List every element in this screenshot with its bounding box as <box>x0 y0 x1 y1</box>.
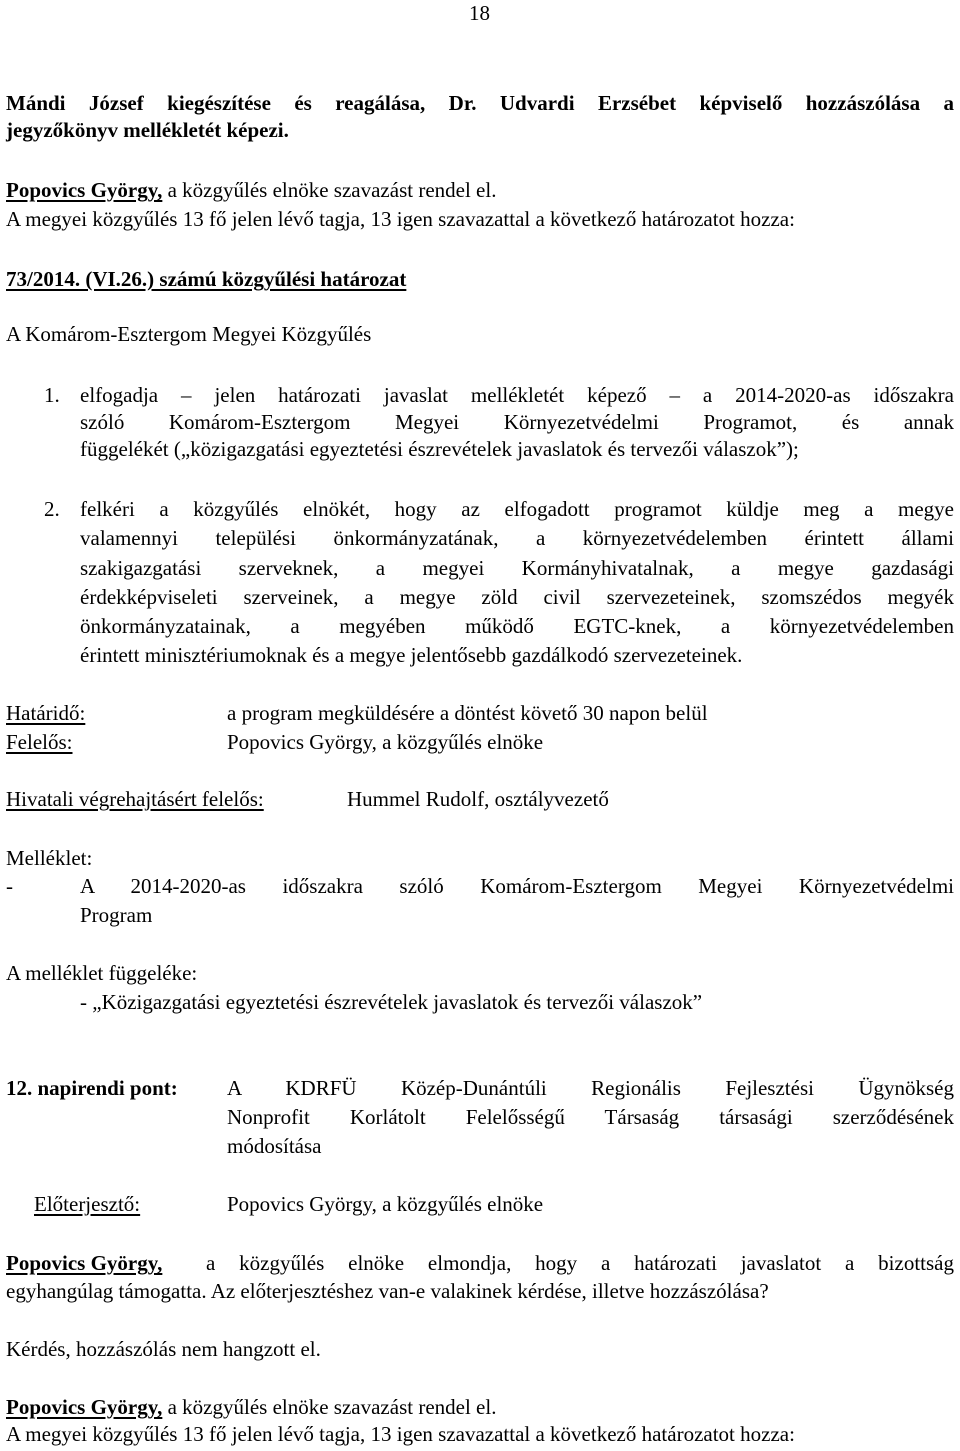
chair-name: Popovics György, <box>6 178 163 202</box>
responsible-value: Popovics György, a közgyűlés elnöke <box>227 730 544 754</box>
agenda-line-1: A KDRFÜ Közép-Dunántúli Regionális Fejlesztési Ügynökség <box>227 1076 954 1100</box>
presenter-value: Popovics György, a közgyűlés elnöke <box>227 1192 544 1216</box>
vote-announcement <box>6 177 496 204</box>
office-responsible-label: Hivatali végrehajtásért felelős: <box>6 787 264 811</box>
annex-line-2: Program <box>80 903 153 927</box>
item-2-line-2: valamennyi települési önkormányzatának, a környezetvédelemben érintett állami <box>80 526 954 550</box>
commentary-line-1: Mándi József kiegészítése és reagálása, Dr. Udvardi Erzsébet képviselő hozzászólása a <box>6 91 954 115</box>
chair-statement-line-2: egyhangúlag támogatta. Az előterjesztéshez van-e valakinek kérdése, illetve hozzászólása? <box>6 1279 769 1303</box>
item-2-line-4: érdekképviseleti szerveinek, a megye zöld civil szervezeteinek, szomszédos megyék <box>80 585 954 609</box>
item-2-number: 2. <box>44 497 60 521</box>
presenter-label: Előterjesztő: <box>34 1192 141 1216</box>
annex-label: Melléklet: <box>6 846 93 870</box>
chair-name-3: Popovics György, <box>6 1395 163 1419</box>
page-number: 18 <box>469 1 490 25</box>
agenda-label: 12. napirendi pont: <box>6 1076 178 1100</box>
chair-name-2: Popovics György, <box>6 1251 163 1275</box>
item-2-line-1: felkéri a közgyűlés elnökét, hogy az elfogadott programot küldje meg a megye <box>80 497 954 521</box>
appendix-label: A melléklet függeléke: <box>6 961 198 985</box>
resolution-body: A Komárom-Esztergom Megyei Közgyűlés <box>6 322 372 346</box>
item-1-line-1: elfogadja – jelen határozati javaslat mellékletét képező – a 2014-2020-as időszakra <box>80 383 954 407</box>
responsible-label: Felelős: <box>6 730 73 754</box>
appendix-item: - „Közigazgatási egyeztetési észrevételek javaslatok és tervezői válaszok” <box>80 990 703 1014</box>
chair-statement-line-1: a közgyűlés elnöke elmondja, hogy a határozati javaslatot a bizottság <box>206 1251 954 1275</box>
item-2-line-6: érintett minisztériumoknak és a megye jelentősebb gazdálkodó szervezeteinek. <box>80 643 743 667</box>
item-1-line-2: szóló Komárom-Esztergom Megyei Környezetvédelmi Programot, és annak <box>80 410 954 434</box>
deadline-value: a program megküldésére a döntést követő 30 napon belül <box>227 701 708 725</box>
agenda-line-2: Nonprofit Korlátolt Felelősségű Társaság társasági szerződésének <box>227 1105 954 1129</box>
item-1-number: 1. <box>44 383 60 407</box>
vote-announcement-2 <box>6 1394 496 1421</box>
deadline-label: Határidő: <box>6 701 86 725</box>
annex-dash: - <box>6 874 13 898</box>
vote-result-2: A megyei közgyűlés 13 fő jelen lévő tagja, 13 igen szavazattal a következő határozatot hozza: <box>6 1422 795 1446</box>
vote-text-2: a közgyűlés elnöke szavazást rendel el. <box>162 1395 497 1419</box>
agenda-line-3: módosítása <box>227 1134 322 1158</box>
item-2-line-3: szakigazgatási szerveknek, a megyei Kormányhivatalnak, a megye gazdasági <box>80 556 954 580</box>
item-1-line-3: függelékét („közigazgatási egyeztetési észrevételek javaslatok és tervezői válaszok”); <box>80 437 799 461</box>
office-responsible-value: Hummel Rudolf, osztályvezető <box>347 787 609 811</box>
vote-result: A megyei közgyűlés 13 fő jelen lévő tagja, 13 igen szavazattal a következő határozatot hozza: <box>6 207 795 231</box>
annex-line-1: A 2014-2020-as időszakra szóló Komárom-Esztergom Megyei Környezetvédelmi <box>80 874 954 898</box>
vote-text: a közgyűlés elnöke szavazást rendel el. <box>162 178 497 202</box>
resolution-title: 73/2014. (VI.26.) számú közgyűlési határozat <box>6 267 407 291</box>
commentary-line-2: jegyzőkönyv mellékletét képezi. <box>6 118 289 142</box>
item-2-line-5: önkormányzatainak, a megyében működő EGTC-knek, a környezetvédelemben <box>80 614 954 638</box>
no-comments-note: Kérdés, hozzászólás nem hangzott el. <box>6 1337 321 1361</box>
